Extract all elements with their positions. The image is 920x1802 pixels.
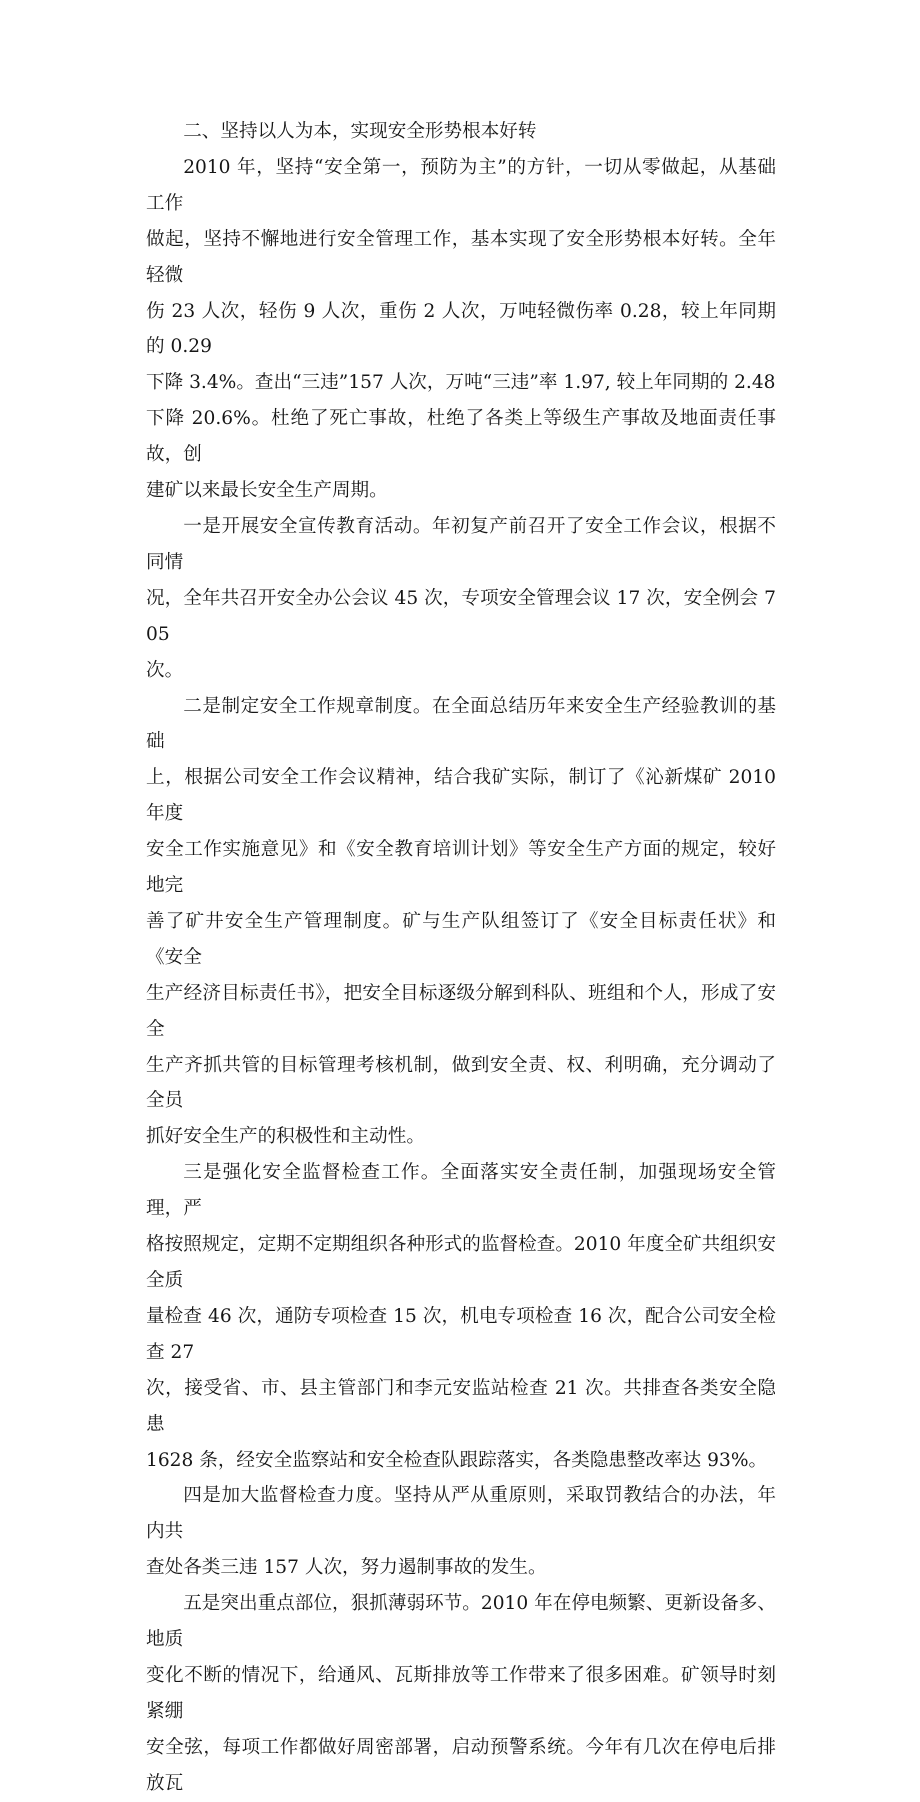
- paragraph-regulations: [146, 689, 776, 1156]
- paragraph-inspection: [146, 1478, 776, 1586]
- text-line: 况，全年共召开安全办公会议 45 次，专项安全管理会议 17 次，安全例会 705: [146, 587, 776, 645]
- text-line: 下降 20.6%。杜绝了死亡事故，杜绝了各类上等级生产事故及地面责任事故，创: [146, 408, 776, 466]
- text-line: 2010 年，坚持“安全第一，预防为主”的方针，一切从零做起，从基础工作: [146, 156, 776, 214]
- text-line: 做起，坚持不懈地进行安全管理工作，基本实现了安全形势根本好转。全年轻微: [146, 228, 776, 286]
- paragraph-education: [146, 509, 776, 689]
- paragraph-supervision: [146, 1155, 776, 1478]
- text-line: 格按照规定，定期不定期组织各种形式的监督检查。2010 年度全矿共组织安全质: [146, 1234, 776, 1291]
- text-line: 下降 3.4%。查出“三违”157 人次，万吨“三违”率 1.97, 较上年同期的 2.48: [146, 372, 776, 394]
- section-heading: 二、坚持以人为本，实现安全形势根本好转: [183, 121, 537, 142]
- text-line: 量检查 46 次，通防专项检查 15 次，机电专项检查 16 次，配合公司安全检查 27: [146, 1305, 776, 1363]
- text-line: 四是加大监督检查力度。坚持从严从重原则，采取罚教结合的办法，年内共: [146, 1485, 776, 1543]
- paragraph-key-areas: [146, 1586, 776, 1801]
- text-line: 生产齐抓共管的目标管理考核机制，做到安全责、权、利明确，充分调动了全员: [146, 1054, 776, 1112]
- text-line: 三是强化安全监督检查工作。全面落实安全责任制，加强现场安全管理，严: [146, 1162, 776, 1220]
- text-line: 建矿以来最长安全生产周期。: [146, 480, 388, 502]
- text-line: 变化不断的情况下，给通风、瓦斯排放等工作带来了很多困难。矿领导时刻紧绷: [146, 1664, 776, 1722]
- text-line: 五是突出重点部位，狠抓薄弱环节。2010 年在停电频繁、更新设备多、地质: [146, 1593, 776, 1651]
- text-line: 安全工作实施意见》和《安全教育培训计划》等安全生产方面的规定，较好地完: [146, 839, 776, 897]
- document-body: [146, 114, 776, 1802]
- text-line: 善了矿井安全生产管理制度。矿与生产队组签订了《安全目标责任状》和《安全: [146, 910, 776, 968]
- paragraph-summary: [146, 150, 776, 509]
- text-line: 一是开展安全宣传教育活动。年初复产前召开了安全工作会议，根据不同情: [146, 515, 776, 573]
- text-line: 抓好安全生产的积极性和主动性。: [146, 1126, 425, 1148]
- text-line: 二是制定安全工作规章制度。在全面总结历年来安全生产经验教训的基础: [146, 695, 776, 753]
- text-line: 生产经济目标责任书》，把安全目标逐级分解到科队、班组和个人，形成了安全: [146, 982, 776, 1040]
- text-line: 安全弦，每项工作都做好周密部署，启动预警系统。今年有几次在停电后排放瓦: [146, 1736, 776, 1794]
- text-line: 次，接受省、市、县主管部门和李元安监站检查 21 次。共排查各类安全隐患: [146, 1377, 776, 1435]
- text-line: 1628 条，经安全监察站和安全检查队跟踪落实，各类隐患整改率达 93%。: [146, 1449, 768, 1471]
- text-line: 次。: [146, 659, 184, 681]
- text-line: 查处各类三违 157 人次，努力遏制事故的发生。: [146, 1557, 547, 1579]
- text-line: 上，根据公司安全工作会议精神，结合我矿实际，制订了《沁新煤矿 2010 年度: [146, 767, 776, 825]
- text-line: 伤 23 人次，轻伤 9 人次，重伤 2 人次，万吨轻微伤率 0.28，较上年同期的 0.29: [146, 300, 776, 358]
